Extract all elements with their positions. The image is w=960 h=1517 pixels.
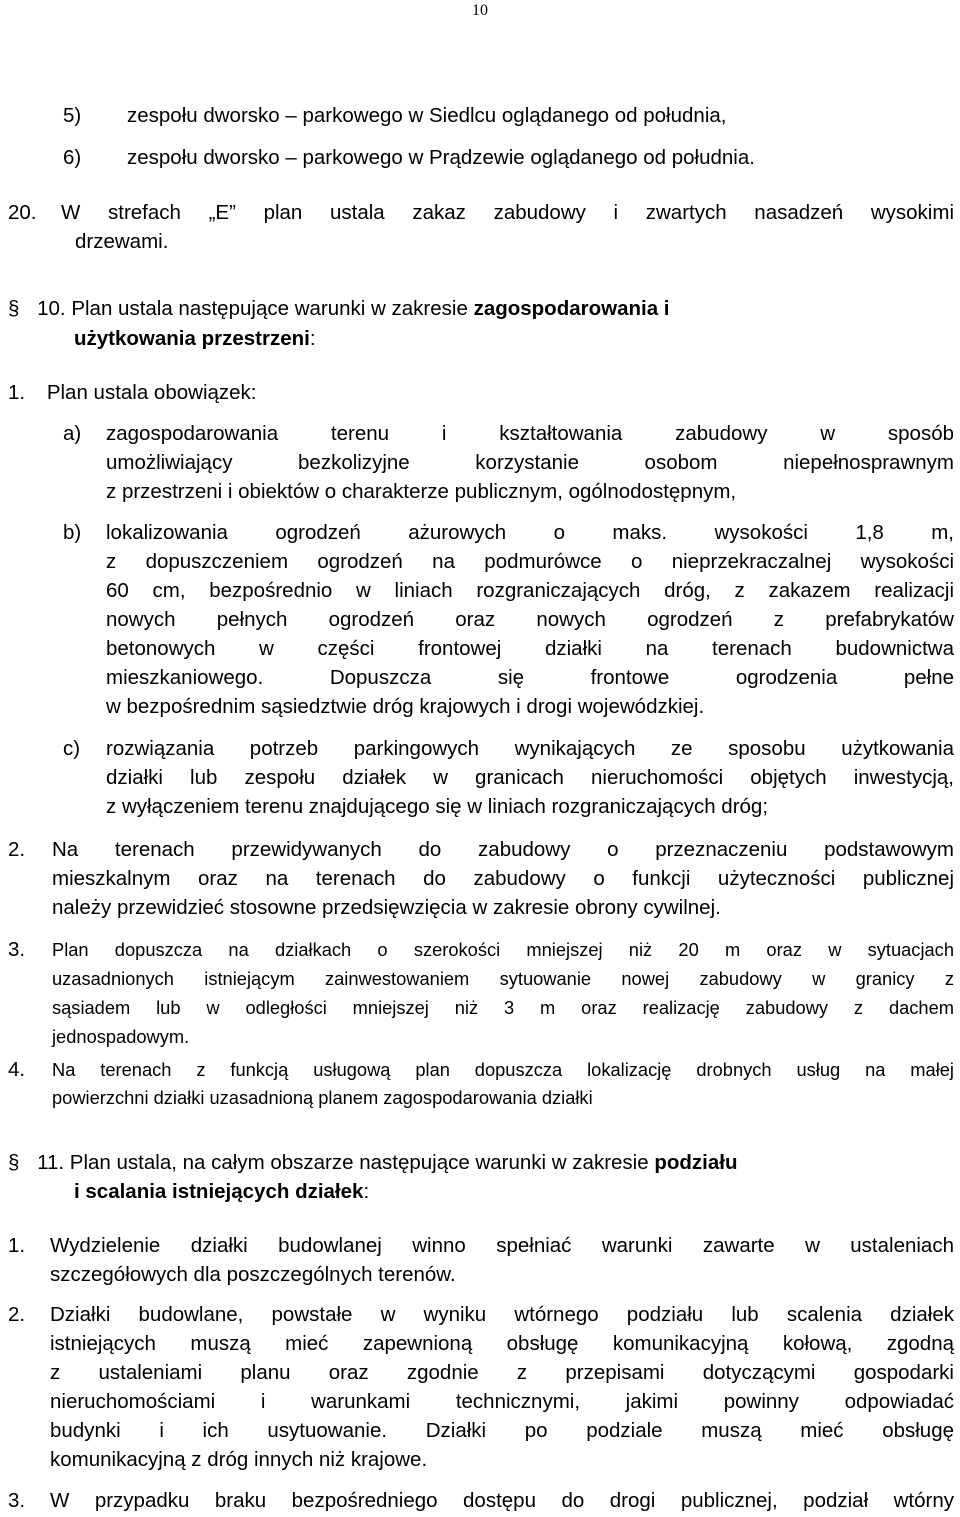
subitem-line: działki lub zespołu działek w granicach nieruchomości objętych inwestycją, [106,766,954,789]
paragraph-line: Na terenach z funkcją usługową plan dopuszcza lokalizację drobnych usług na małej [52,1059,954,1080]
paragraph-symbol: § [8,297,20,320]
paragraph-3 [8,935,954,1051]
paragraph-text: Plan ustala obowiązek: [46,381,257,404]
section-colon: : [309,327,316,350]
paragraph-line: jednospadowym. [52,1026,190,1047]
paragraph-number: 3. [8,938,26,961]
paragraph-line: szczegółowych dla poszczególnych terenów. [50,1263,456,1286]
list-number: 6) [63,146,82,169]
item-text-line: drzewami. [75,230,169,253]
list-text: zespołu dworsko – parkowego w Prądzewie oglądanego od południa. [127,146,755,169]
subitem-line: nowych pełnych ogrodzeń oraz nowych ogrodzeń z prefabrykatów [106,608,954,631]
subitem-line: z przestrzeni i obiektów o charakterze publicznym, ogólnodostępnym, [106,480,737,503]
paragraph-number: 2. [8,838,26,861]
section-bold-text: użytkowania przestrzeni [74,327,310,350]
paragraph-1 [8,378,257,407]
s11-paragraph-2 [8,1300,954,1474]
paragraph-line: komunikacyjną z dróg innych niż krajowe. [50,1448,428,1471]
subitem-line: z dopuszczeniem ogrodzeń na podmurówce o nieprzekraczalnej wysokości [106,550,954,573]
section-number: 11. [37,1151,65,1174]
subitem-line: w bezpośrednim sąsiedztwie dróg krajowych i drogi wojewódzkiej. [106,695,705,718]
subitem-line: 60 cm, bezpośrednio w liniach rozgraniczających dróg, z zakazem realizacji [106,579,954,602]
section-11-heading-line2 [74,1177,369,1207]
section-number: 10. [37,297,66,320]
subitem-a [63,419,954,506]
paragraph-number: 4. [8,1058,26,1081]
subitem-line: umożliwiający bezkolizyjne korzystanie osobom niepełnosprawnym [106,451,954,474]
s11-paragraph-3 [8,1486,954,1515]
paragraph-line: budynki i ich usytuowanie. Działki po podziale muszą mieć obsługę [50,1419,954,1442]
item-text-line: W strefach „E” plan ustala zakaz zabudowy i zwartych nasadzeń wysokimi [61,201,954,224]
subitem-line: zagospodarowania terenu i kształtowania zabudowy w sposób [106,422,954,445]
subitem-c [63,734,954,821]
paragraph-4 [8,1056,954,1112]
item-number: 20. [8,201,37,224]
paragraph-line: Na terenach przewidywanych do zabudowy o przeznaczeniu podstawowym [52,838,954,861]
paragraph-line: sąsiadem lub w odległości mniejszej niż 3 m oraz realizację zabudowy z dachem [52,997,954,1018]
subitem-b [63,518,954,721]
subitem-line: z wyłączeniem terenu znajdującego się w liniach rozgraniczających dróg; [106,795,769,818]
section-text: Plan ustala następujące warunki w zakresie [71,297,468,320]
section-10-heading-line2 [74,324,316,354]
paragraph-line: istniejących muszą mieć zapewnioną obsługę komunikacyjną kołową, zgodną [50,1332,954,1355]
paragraph-2 [8,835,954,922]
paragraph-symbol: § [8,1151,20,1174]
paragraph-number: 3. [8,1489,26,1512]
paragraph-line: powierzchni działki uzasadnioną planem zagospodarowania działki [52,1087,593,1108]
subitem-line: rozwiązania potrzeb parkingowych wynikających ze sposobu użytkowania [106,737,954,760]
paragraph-line: należy przewidzieć stosowne przedsięwzięcia w zakresie obrony cywilnej. [52,896,721,919]
paragraph-line: W przypadku braku bezpośredniego dostępu do drogi publicznej, podział wtórny [50,1489,954,1512]
paragraph-line: Wydzielenie działki budowlanej winno spełniać warunki zawarte w ustaleniach [50,1234,954,1257]
paragraph-line: nieruchomościami i warunkami technicznymi, jakimi powinny odpowiadać [50,1390,954,1413]
item-20 [8,198,954,256]
page-number: 10 [472,2,488,19]
paragraph-line: Plan dopuszcza na działkach o szerokości mniejszej niż 20 m oraz w sytuacjach [52,939,954,960]
paragraph-line: uzasadnionych istniejącym zainwestowaniem sytuowanie nowej zabudowy w granicy z [52,968,954,989]
section-text: Plan ustala, na całym obszarze następujące warunki w zakresie [69,1151,649,1174]
subitem-letter: c) [63,737,81,760]
section-bold-text: zagospodarowania i [473,297,670,320]
subitem-line: lokalizowania ogrodzeń ażurowych o maks. wysokości 1,8 m, [106,521,954,544]
paragraph-line: z ustaleniami planu oraz zgodnie z przepisami dotyczącymi gospodarki [50,1361,954,1384]
list-item [63,101,883,130]
section-bold-text: i scalania istniejących działek [74,1180,364,1203]
subitem-line: betonowych w części frontowej działki na terenach budownictwa [106,637,954,660]
subitem-letter: a) [63,422,82,445]
section-10-heading [8,294,669,324]
s11-paragraph-1 [8,1231,954,1289]
list-text: zespołu dworsko – parkowego w Siedlcu oglądanego od południa, [127,104,727,127]
list-item [63,143,883,172]
subitem-line: mieszkaniowego. Dopuszcza się frontowe ogrodzenia pełne [106,666,954,689]
subitem-letter: b) [63,521,82,544]
section-colon: : [363,1180,370,1203]
paragraph-number: 1. [8,381,26,404]
paragraph-number: 1. [8,1234,26,1257]
paragraph-line: Działki budowlane, powstałe w wyniku wtórnego podziału lub scalenia działek [50,1303,954,1326]
list-number: 5) [63,104,82,127]
section-bold-text: podziału [654,1151,738,1174]
section-11-heading [8,1148,738,1178]
paragraph-line: mieszkalnym oraz na terenach do zabudowy o funkcji użyteczności publicznej [52,867,954,890]
paragraph-number: 2. [8,1303,26,1326]
